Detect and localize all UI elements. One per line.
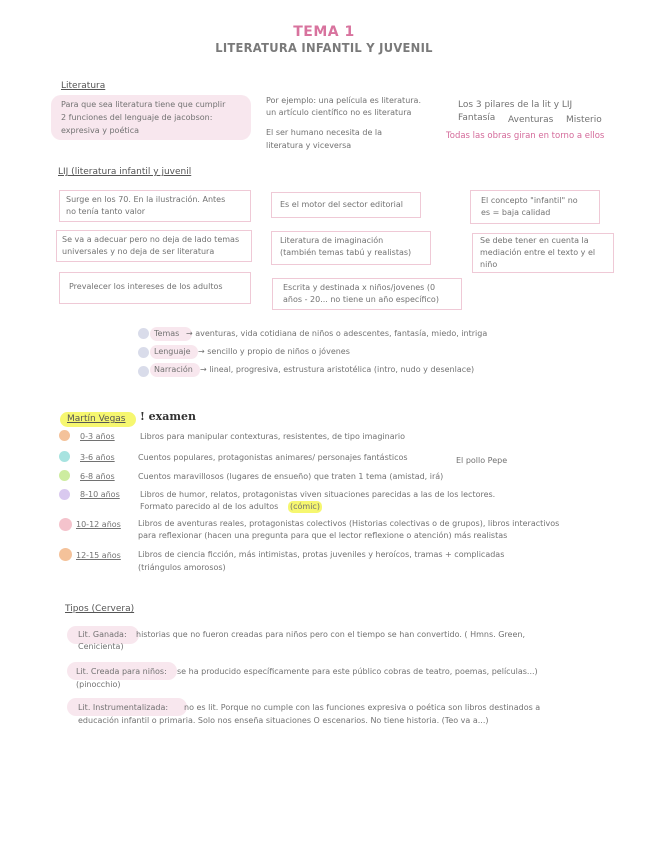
literatura-definition-3: expresiva y poética — [61, 126, 140, 135]
page-title: TEMA 1 — [293, 24, 355, 40]
tipo-label-creada: Lit. Creada para niños: — [76, 667, 167, 676]
tipos-heading: Tipos (Cervera) — [65, 604, 135, 614]
comic-highlight: (cómic) — [290, 502, 320, 511]
tipo-text-ganada-1: historias que no fueron creadas para niños pero con el tiempo se han convertido. ( Hmns. Green, — [136, 630, 525, 639]
human-line-1: El ser humano necesita de la — [266, 128, 383, 137]
age-dot-8-10 — [59, 489, 70, 500]
lij-box-adapt-1: Se va a adecuar pero no deja de lado temas — [62, 235, 240, 244]
lij-box-concept-2: es = baja calidad — [481, 208, 551, 217]
tipo-text-instrumentalizada-2: educación infantil o primaria. Solo nos enseña situaciones O escenarios. No tiene historia. (Teo va a...) — [78, 716, 489, 725]
feature-dot-lenguaje — [138, 347, 149, 358]
lij-box-adults — [59, 272, 251, 304]
lij-box-motor-text: Es el motor del sector editorial — [280, 200, 404, 209]
age-text-8-10-1: Libros de humor, relatos, protagonistas viven situaciones parecidas a las de los lectores. — [140, 490, 496, 499]
age-label-8-10: 8-10 años — [80, 490, 120, 499]
literatura-heading: Literatura — [61, 81, 106, 91]
tipo-text-creada-1: se ha producido específicamente para este público cobras de teatro, poemas, películas...) — [177, 667, 538, 676]
age-label-0-3: 0-3 años — [80, 432, 115, 441]
tipo-text-instrumentalizada-1: no es lit. Porque no cumple con las funciones expresiva o poética son libros destinados a — [184, 703, 541, 712]
lij-box-imagination-2: (también temas tabú y realistas) — [280, 248, 412, 257]
feature-text-lenguaje: → sencillo y propio de niños o jóvenes — [198, 347, 350, 356]
age-text-12-15-2: (triángulos amorosos) — [138, 563, 226, 572]
age-dot-10-12 — [59, 518, 72, 531]
age-dot-3-6 — [59, 451, 70, 462]
lij-box-concept — [470, 190, 600, 224]
lij-box-adults-text: Prevalecer los intereses de los adultos — [69, 282, 223, 291]
lij-box-written-2: años - 20... no tiene un año específico) — [283, 295, 439, 304]
lij-box-adapt-2: universales y no deja de ser literatura — [62, 247, 215, 256]
lij-box-imagination-1: Literatura de imaginación — [280, 236, 384, 245]
pillar-aventuras: Aventuras — [508, 115, 554, 125]
feature-text-temas: → aventuras, vida cotidiana de niños o adescentes, fantasía, miedo, intriga — [186, 329, 488, 338]
feature-label-lenguaje: Lenguaje — [154, 347, 191, 356]
lij-box-written — [272, 278, 462, 310]
pillars-title: Los 3 pilares de la lit y LIJ — [458, 100, 573, 110]
pillars-note: Todas las obras giran en torno a ellos — [446, 131, 605, 141]
exam-note: ! examen — [140, 410, 196, 423]
lij-box-imagination — [271, 231, 431, 265]
age-dot-6-8 — [59, 470, 70, 481]
age-text-10-12-1: Libros de aventuras reales, protagonistas colectivos (Historias colectivas o de grupos), libros interactivos — [138, 519, 560, 528]
age-label-10-12: 10-12 años — [76, 520, 121, 529]
age-text-10-12-2: para reflexionar (hacen una pregunta para que el lector reflexione o atención) más realistas — [138, 531, 508, 540]
page-subtitle: LITERATURA INFANTIL Y JUVENIL — [215, 40, 433, 55]
pillar-misterio: Misterio — [566, 115, 602, 125]
lij-heading: LIJ (literatura infantil y juvenil — [58, 167, 192, 177]
example-line-2: un artículo científico no es literatura — [266, 108, 412, 117]
feature-label-temas: Temas — [154, 329, 180, 338]
feature-text-narracion: → lineal, progresiva, estrustura aristotélica (intro, nudo y desenlace) — [200, 365, 475, 374]
feature-label-narracion: Narración — [154, 365, 193, 374]
tipo-text-creada-2: (pinocchio) — [76, 680, 121, 689]
age-text-3-6: Cuentos populares, protagonistas animares/ personajes fantásticos — [138, 453, 408, 462]
lij-box-adapt — [56, 230, 252, 262]
age-label-12-15: 12-15 años — [76, 551, 121, 560]
martin-heading: Martín Vegas — [67, 414, 126, 424]
age-text-0-3: Libros para manipular contexturas, resistentes, de tipo imaginario — [140, 432, 406, 441]
age-text-8-10-2: Formato parecido al de los adultos — [140, 502, 279, 511]
age-dot-12-15 — [59, 548, 72, 561]
age-label-3-6: 3-6 años — [80, 453, 115, 462]
pillar-fantasia: Fantasía — [458, 113, 496, 123]
lij-box-mediation-2: mediación entre el texto y el — [480, 248, 596, 257]
lij-box-written-1: Escrita y destinada x niños/jovenes (0 — [283, 283, 436, 292]
tipo-label-ganada: Lit. Ganada: — [78, 630, 127, 639]
literatura-definition-1: Para que sea literatura tiene que cumplir — [61, 100, 226, 109]
lij-box-origin-1: Surge en los 70. En la ilustración. Antes — [66, 195, 226, 204]
age-dot-0-3 — [59, 430, 70, 441]
lij-box-concept-1: El concepto "infantil" no — [481, 196, 578, 205]
age-text-6-8: Cuentos maravillosos (lugares de ensueño) que traten 1 tema (amistad, irá) — [138, 472, 444, 481]
lij-box-mediation — [472, 233, 614, 273]
lij-box-origin — [59, 190, 251, 222]
lij-box-mediation-1: Se debe tener en cuenta la — [480, 236, 589, 245]
example-line-1: Por ejemplo: una película es literatura. — [266, 96, 421, 105]
tipo-label-instrumentalizada: Lit. Instrumentalizada: — [78, 703, 169, 712]
lij-box-motor — [271, 192, 421, 218]
feature-dot-narracion — [138, 366, 149, 377]
tipo-text-ganada-2: Cenicienta) — [78, 642, 124, 651]
lij-box-origin-2: no tenía tanto valor — [66, 207, 146, 216]
lij-box-mediation-3: niño — [480, 260, 498, 269]
pollo-pepe-note: El pollo Pepe — [456, 456, 508, 465]
feature-dot-temas — [138, 328, 149, 339]
age-label-6-8: 6-8 años — [80, 472, 115, 481]
literatura-definition-2: 2 funciones del lenguaje de jacobson: — [61, 113, 213, 122]
human-line-2: literatura y viceversa — [266, 141, 352, 150]
age-text-12-15-1: Libros de ciencia ficción, más intimistas, protas juveniles y heroícos, tramas + complicadas — [138, 550, 505, 559]
